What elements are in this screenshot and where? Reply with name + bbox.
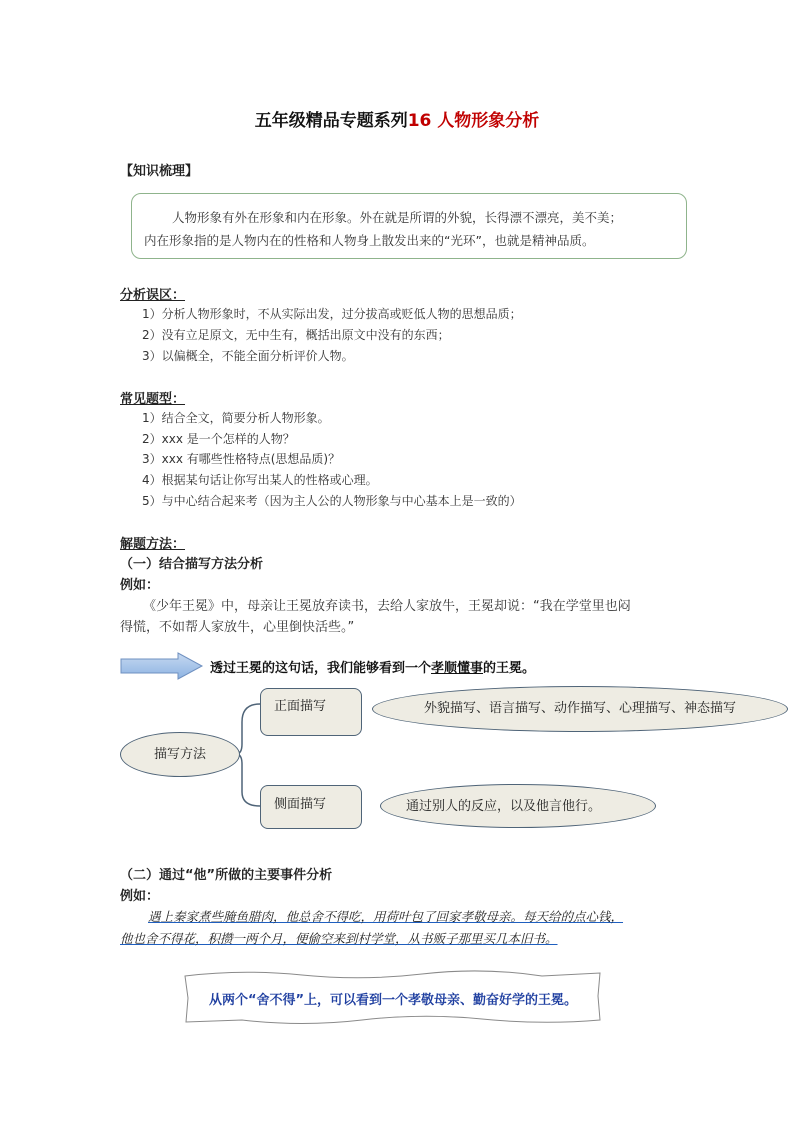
method1-example-label: 例如：	[120, 578, 160, 593]
mistake-item: 2）没有立足原文，无中生有，概括出原文中没有的东西；	[142, 328, 450, 342]
diagram-branch-side: 侧面描写	[260, 785, 362, 829]
mistakes-heading: 分析误区：	[120, 288, 186, 303]
mistake-item: 1）分析人物形象时，不从实际出发，过分拔高或贬低人物的思想品质；	[142, 307, 522, 321]
method1-example-line: 得慌，不如帮人家放牛，心里倒快活些。”	[120, 620, 355, 635]
method1-example-line: 《少年王冕》中，母亲让王冕放弃读书，去给人家放牛，王冕却说：“我在学堂里也闷	[143, 599, 631, 614]
type-item: 1）结合全文，简要分析人物形象。	[142, 411, 330, 425]
knowledge-heading: 【知识梳理】	[120, 164, 199, 179]
knowledge-line: 内在形象指的是人物内在的性格和人物身上散发出来的“光环”，也就是精神品质。	[144, 233, 595, 248]
title-main: 五年级精品专题系列	[254, 111, 408, 131]
type-item: 2）xxx 是一个怎样的人物？	[142, 432, 295, 446]
type-item: 4）根据某句话让你写出某人的性格或心理。	[142, 473, 378, 487]
connector-top	[236, 704, 260, 754]
title-highlight: 16 人物形象分析	[407, 111, 540, 131]
method2-title: （二）通过“他”所做的主要事件分析	[120, 868, 333, 883]
types-heading: 常见题型：	[120, 392, 186, 407]
conclusion-post: 的王冕。	[483, 661, 536, 676]
diagram-root: 描写方法	[120, 732, 240, 777]
conclusion-pre: 透过王冕的这句话，我们能够看到一个	[210, 661, 432, 676]
type-item: 5）与中心结合起来考（因为主人公的人物形象与中心基本上是一致的）	[142, 494, 522, 508]
knowledge-line: 人物形象有外在形象和内在形象。外在就是所谓的外貌，长得漂不漂亮，美不美；	[172, 210, 623, 225]
type-item: 3）xxx 有哪些性格特点(思想品质)？	[142, 452, 341, 466]
diagram-branch-front-detail: 外貌描写、语言描写、动作描写、心理描写、神态描写	[372, 686, 788, 732]
method2-conclusion: 从两个“舍不得”上，可以看到一个孝敬母亲、勤奋好学的王冕。	[208, 993, 578, 1008]
connector-bottom	[236, 754, 260, 806]
method2-example-label: 例如：	[120, 889, 160, 904]
methods-heading: 解题方法：	[120, 537, 186, 552]
diagram-branch-side-detail: 通过别人的反应，以及他言他行。	[380, 784, 656, 828]
method2-example-line: 他也舍不得花，积攒一两个月，便偷空来到村学堂，从书贩子那里买几本旧书。	[120, 931, 558, 946]
conclusion-key: 孝顺懂事	[431, 661, 484, 676]
method1-title: （一）结合描写方法分析	[120, 557, 264, 572]
diagram-branch-front: 正面描写	[260, 688, 362, 736]
mistake-item: 3）以偏概全，不能全面分析评价人物。	[142, 349, 354, 363]
method2-example-line: 遇上秦家煮些腌鱼腊肉，他总舍不得吃，用荷叶包了回家孝敬母亲。每天给的点心钱，	[148, 909, 624, 924]
